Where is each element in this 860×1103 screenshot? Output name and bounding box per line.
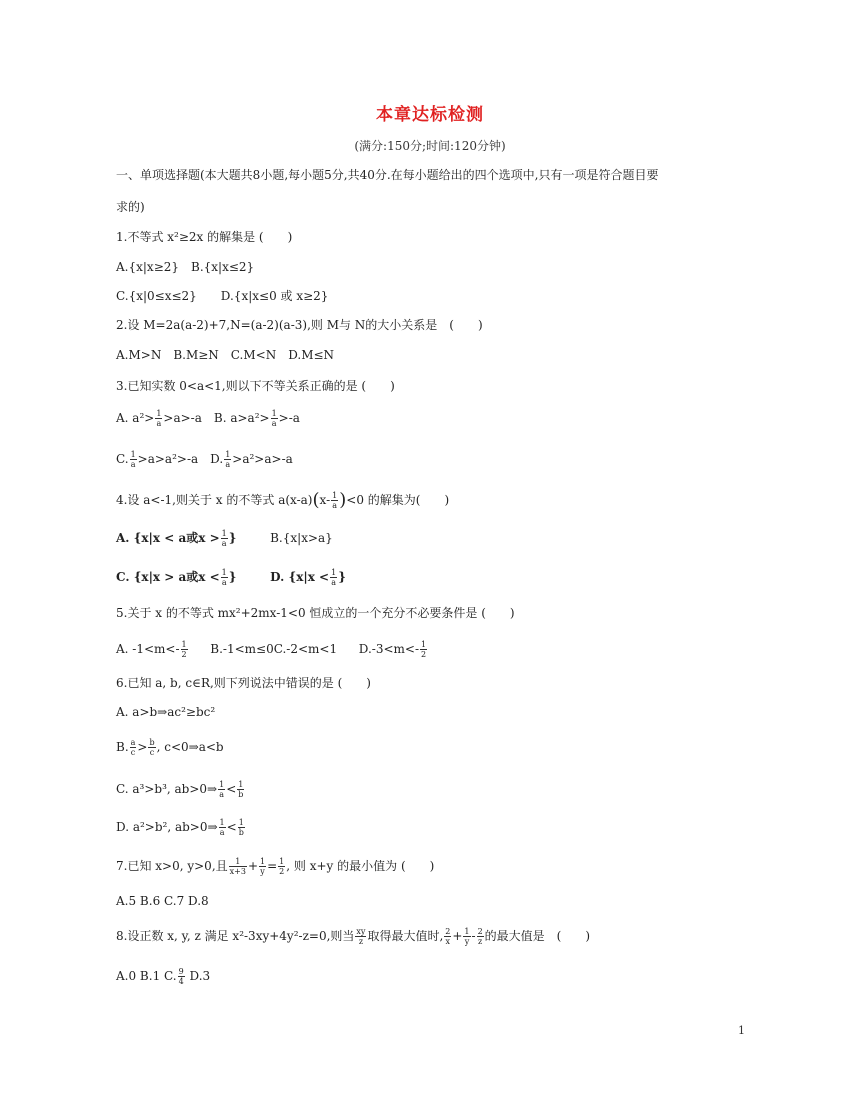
question-2-options: A.M>N B.M≥N C.M<N D.M≤N [116, 348, 335, 362]
denominator: a [156, 419, 162, 428]
denominator: b [238, 828, 244, 837]
fraction-1-over-x-plus-3 [229, 857, 247, 876]
question-4-options-ab [116, 529, 333, 548]
fraction-b-over-c [148, 738, 155, 757]
question-6-stem: 6.已知 a, b, c∈R,则下列说法中错误的是 ( ) [116, 676, 371, 690]
fraction-2-over-x [444, 927, 451, 946]
question-4-stem [116, 491, 449, 510]
q7-stem-pre: 7.已知 x>0, y>0,且 [116, 859, 228, 873]
numerator: 1 [221, 568, 227, 577]
numerator: b [149, 738, 155, 747]
numerator: 1 [238, 780, 244, 789]
section-heading-line2: 求的) [116, 200, 145, 214]
denominator: x+3 [229, 867, 246, 876]
fraction-a-over-c [130, 738, 137, 757]
right-paren: ) [339, 489, 347, 511]
q4-stem-mid: x- [319, 493, 331, 507]
question-2-stem: 2.设 M=2a(a-2)+7,N=(a-2)(a-3),则 M与 N的大小关系是 ( ) [116, 318, 483, 332]
page-title: 本章达标检测 [376, 105, 484, 125]
numerator: 1 [229, 857, 247, 867]
fraction-1-over-a [130, 450, 137, 469]
q4-b-text: B.{x|x>a} [270, 531, 333, 545]
denominator: a [331, 578, 337, 587]
denominator: a [219, 828, 225, 837]
numerator: 1 [219, 818, 225, 827]
q8-stem-pre: 8.设正数 x, y, z 满足 x²-3xy+4y²-z=0,则当 [116, 929, 355, 943]
denominator: y [464, 937, 470, 946]
fraction-1-over-y [259, 857, 266, 876]
fraction-1-over-a [331, 491, 338, 510]
denominator: x [445, 937, 451, 946]
q4-d-end: } [338, 570, 346, 584]
question-6-option-d [116, 818, 246, 837]
denominator: a [219, 790, 225, 799]
q4-a-end: } [228, 531, 237, 545]
numerator: 1 [271, 409, 277, 418]
denominator: 2 [279, 867, 285, 876]
fraction-1-over-a [271, 409, 278, 428]
question-3-options-ab [116, 409, 300, 428]
question-5-options [116, 640, 428, 659]
question-6-option-b [116, 738, 224, 757]
numerator: 1 [221, 529, 227, 538]
numerator: 2 [445, 927, 451, 936]
score-time-info: (满分:150分;时间:120分钟) [354, 139, 506, 153]
denominator: z [478, 937, 483, 946]
fraction-1-over-a [221, 568, 228, 587]
q3-c-post: >a>a²>-a D. [137, 452, 224, 466]
fraction-1-over-a [155, 409, 162, 428]
fraction-1-over-a [330, 568, 337, 587]
numerator: 1 [219, 780, 225, 789]
numerator: 2 [477, 927, 483, 936]
question-3-stem: 3.已知实数 0<a<1,则以下不等关系正确的是 ( ) [116, 379, 395, 393]
section-heading-line1: 一、单项选择题(本大题共8小题,每小题5分,共40分.在每小题给出的四个选项中,只有一项是符合题目要 [116, 168, 659, 182]
fraction-1-over-y [463, 927, 470, 946]
numerator: 1 [260, 857, 266, 866]
fraction-1-over-2 [181, 640, 188, 659]
numerator: 1 [279, 857, 285, 866]
numerator: xy [356, 927, 366, 936]
q8-plus: + [452, 929, 463, 943]
question-5-stem: 5.关于 x 的不等式 mx²+2mx-1<0 恒成立的一个充分不必要条件是 ( ) [116, 606, 515, 620]
fraction-1-over-2 [278, 857, 285, 876]
denominator: c [130, 748, 136, 757]
numerator: 1 [156, 409, 162, 418]
q7-equals: = [267, 859, 278, 873]
numerator: 1 [332, 491, 338, 500]
fraction-1-over-b [237, 780, 244, 799]
q7-stem-post: , 则 x+y 的最小值为 ( ) [286, 859, 435, 873]
fraction-1-over-a [219, 818, 226, 837]
fraction-1-over-a [221, 529, 228, 548]
denominator: 2 [421, 650, 427, 659]
numerator: 1 [421, 640, 427, 649]
denominator: a [271, 419, 277, 428]
denominator: a [221, 539, 227, 548]
q3-c-pre: C. [116, 452, 129, 466]
q8-opts-post: D.3 [185, 969, 211, 983]
q4-stem-pre: 4.设 a<-1,则关于 x 的不等式 a(x-a) [116, 493, 313, 507]
question-6-option-a: A. a>b⇒ac²≥bc² [116, 705, 216, 719]
numerator: a [130, 738, 136, 747]
q4-d-text: D. {x|x < [270, 570, 330, 584]
fraction-1-over-b [238, 818, 245, 837]
page-number: 1 [738, 1024, 745, 1037]
denominator: a [130, 460, 136, 469]
q6-b-mid: > [137, 740, 148, 754]
fraction-1-over-a [218, 780, 225, 799]
q6-c-mid: < [226, 782, 237, 796]
denominator: 2 [181, 650, 187, 659]
q8-minus: - [471, 929, 476, 943]
q6-c-pre: C. a³>b³, ab>0⇒ [116, 782, 218, 796]
denominator: a [221, 578, 227, 587]
numerator: 9 [178, 967, 184, 976]
left-paren: ( [312, 489, 320, 511]
q5-d-pre: D.-3<m<- [358, 642, 420, 656]
q6-b-post: , c<0⇒a<b [156, 740, 224, 754]
fraction-2-over-z [477, 927, 484, 946]
numerator: 1 [225, 450, 231, 459]
question-7-stem [116, 857, 434, 876]
q5-b: B.-1<m≤0C.-2<m<1 [210, 642, 338, 656]
numerator: 1 [238, 818, 244, 827]
q6-d-mid: < [226, 820, 237, 834]
numerator: 1 [130, 450, 136, 459]
denominator: c [149, 748, 155, 757]
fraction-9-over-4 [178, 967, 185, 986]
q3-a-end: >-a [278, 411, 300, 425]
numerator: 1 [181, 640, 187, 649]
q3-a-pre: A. a²> [116, 411, 155, 425]
denominator: 4 [178, 977, 184, 986]
q4-a-text: A. {x|x < a或x > [116, 531, 220, 545]
q3-c-end: >a²>a>-a [232, 452, 293, 466]
question-8-options [116, 967, 210, 986]
question-1-stem: 1.不等式 x²≥2x 的解集是 ( ) [116, 230, 293, 244]
question-1-options-cd: C.{x|0≤x≤2} D.{x|x≤0 或 x≥2} [116, 289, 329, 303]
numerator: 1 [331, 568, 337, 577]
numerator: 1 [464, 927, 470, 936]
fraction-1-over-2 [420, 640, 427, 659]
question-7-options: A.5 B.6 C.7 D.8 [116, 894, 209, 908]
q3-a-post: >a>-a B. a>a²> [163, 411, 270, 425]
q8-stem-post: 的最大值是 ( ) [484, 929, 591, 943]
question-6-option-c [116, 780, 245, 799]
question-8-stem [116, 927, 590, 946]
q6-d-pre: D. a²>b², ab>0⇒ [116, 820, 218, 834]
fraction-1-over-a [224, 450, 231, 469]
fraction-xy-over-z [355, 927, 366, 946]
q4-c-end: } [228, 570, 237, 584]
q8-stem-mid: 取得最大值时, [367, 929, 444, 943]
q4-c-text: C. {x|x > a或x < [116, 570, 220, 584]
denominator: a [332, 501, 338, 510]
q5-a-pre: A. -1<m<- [116, 642, 180, 656]
denominator: z [358, 937, 364, 946]
denominator: b [238, 790, 244, 799]
question-3-options-cd [116, 450, 293, 469]
question-1-options-ab: A.{x|x≥2} B.{x|x≤2} [116, 260, 255, 274]
q6-b-pre: B. [116, 740, 129, 754]
q8-opts-pre: A.0 B.1 C. [116, 969, 177, 983]
q7-plus: + [247, 859, 259, 873]
q4-stem-post: <0 的解集为( ) [346, 493, 450, 507]
denominator: y [260, 867, 265, 876]
denominator: a [225, 460, 231, 469]
question-4-options-cd [116, 568, 346, 587]
